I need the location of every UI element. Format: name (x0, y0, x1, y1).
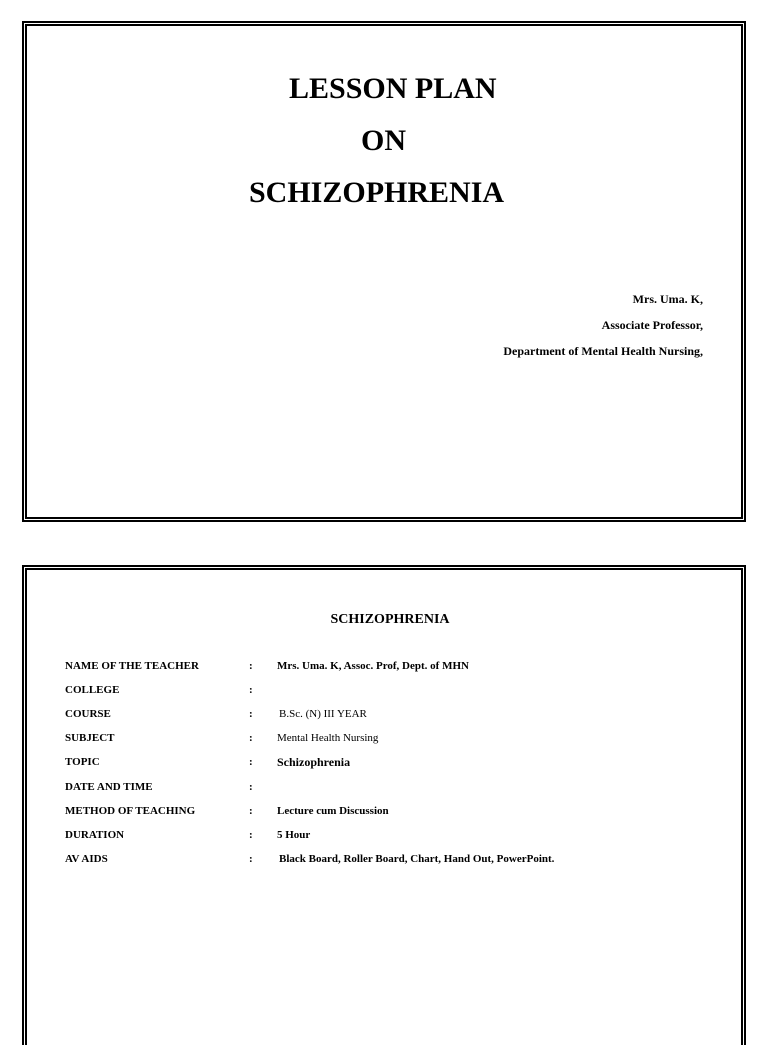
title-lesson-plan: LESSON PLAN (289, 72, 497, 105)
row-colon: : (249, 684, 253, 696)
row-value: Mrs. Uma. K, Assoc. Prof, Dept. of MHN (277, 660, 469, 672)
row-topic (65, 756, 705, 774)
row-teacher (65, 660, 705, 678)
row-colon: : (249, 829, 253, 841)
row-label: DURATION (65, 829, 125, 841)
row-duration (65, 829, 705, 847)
row-subject (65, 732, 705, 750)
row-av-aids (65, 853, 705, 871)
row-label: AV AIDS (65, 853, 108, 865)
row-label: TOPIC (65, 756, 100, 768)
row-label: NAME OF THE TEACHER (65, 660, 199, 672)
row-label: COURSE (65, 708, 111, 720)
row-colon: : (249, 732, 253, 744)
details-heading: SCHIZOPHRENIA (330, 612, 450, 627)
row-value: Schizophrenia (277, 755, 351, 769)
row-value: Lecture cum Discussion (277, 805, 389, 817)
row-value: Black Board, Roller Board, Chart, Hand Out, PowerPoint. (279, 853, 555, 865)
author-name: Mrs. Uma. K, (632, 292, 703, 306)
author-department: Department of Mental Health Nursing, (503, 344, 703, 358)
author-position: Associate Professor, (601, 318, 703, 332)
row-label: DATE AND TIME (65, 781, 153, 793)
row-label: SUBJECT (65, 732, 115, 744)
row-colon: : (249, 781, 253, 793)
row-college (65, 684, 705, 702)
title-on: ON (361, 124, 406, 157)
row-value: 5 Hour (277, 829, 311, 841)
row-value: Mental Health Nursing (277, 732, 379, 744)
cover-page (22, 21, 746, 522)
row-colon: : (249, 660, 253, 672)
row-value: B.Sc. (N) III YEAR (279, 708, 367, 720)
details-page (22, 565, 746, 1045)
row-colon: : (249, 853, 253, 865)
row-colon: : (249, 805, 253, 817)
row-date-time (65, 781, 705, 799)
row-method (65, 805, 705, 823)
row-course (65, 708, 705, 726)
row-colon: : (249, 708, 253, 720)
title-topic: SCHIZOPHRENIA (249, 176, 505, 209)
row-label: METHOD OF TEACHING (65, 805, 196, 817)
row-colon: : (249, 756, 253, 768)
row-label: COLLEGE (65, 684, 120, 696)
